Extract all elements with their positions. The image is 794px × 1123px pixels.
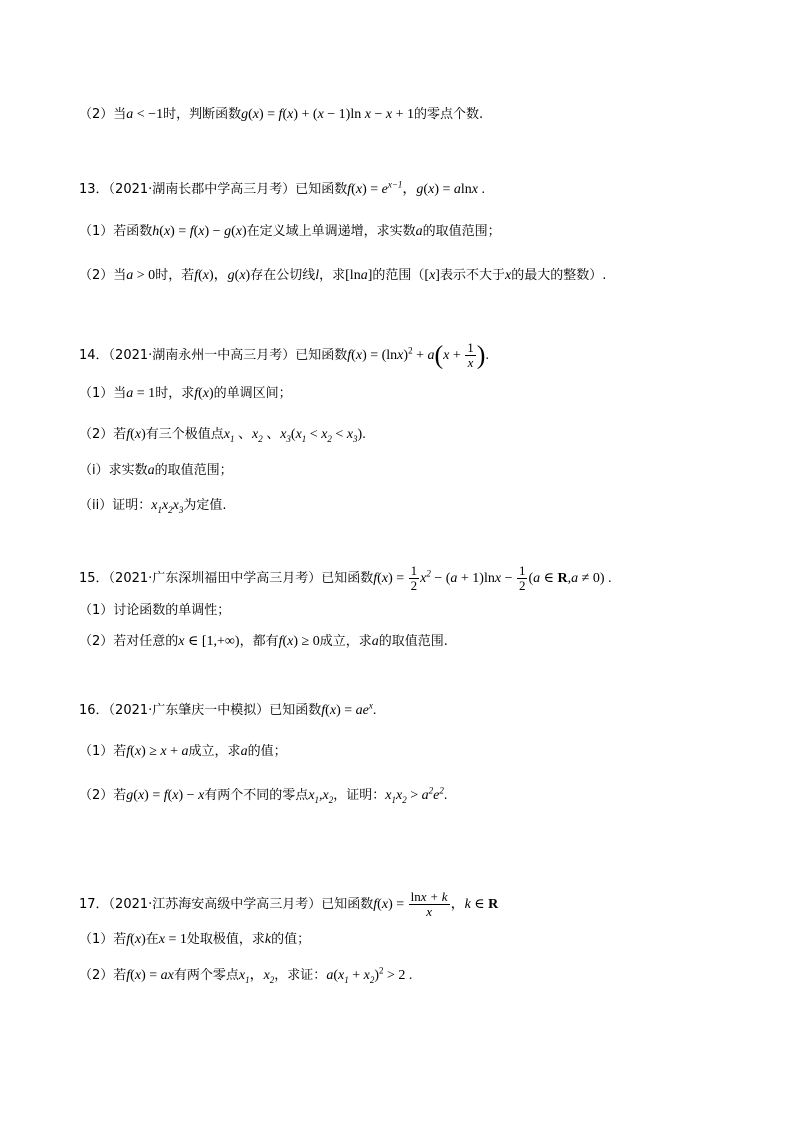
p14-part2: （2）若f(x)有三个极值点$x_1$ 、$x_2$ 、$x_3(x_1 < x_2 < x_3)$. <box>79 427 366 444</box>
p14-sub-ii: （ii）证明：$x_1x_2x_3$为定值. <box>79 498 227 515</box>
p14-stem: 14．（2021·湖南永州一中高三月考）已知函数$f(x) = (\ln x)^2 + a(x$ + $\frac{1}{x}$ ). <box>79 340 489 370</box>
p17-stem: 17．（2021·江苏海安高级中学高三月考）已知函数f(x) = $\frac{\ln x + k}{x}$ ，k ∈ R <box>79 889 499 919</box>
p15-part2: （2）若对任意的x ∈ [1,+∞)，都有f(x) ≥ 0成立，求a的取值范围. <box>79 634 448 649</box>
p16-stem: 16．（2021·广东肇庆一中模拟）已知函数$f(x) = ae^x$. <box>79 700 377 718</box>
p17-part2: （2）若f(x) = ax有两个零点$x_1$，$x_2$，求证：$a(x_1 + x_2)^2 > 2$ . <box>79 965 413 985</box>
p14-sub-i: （i）求实数a的取值范围； <box>79 463 233 478</box>
p12-part2: （2）当a < −1时，判断函数g(x) = f(x) + (x − 1)ln x − x + 1的零点个数. <box>79 107 484 122</box>
p13-stem: 13．（2021·湖南长郡中学高三月考）已知函数$f(x) = e^{x-1}$，g(x) = alnx . <box>79 179 485 197</box>
p15-stem: 15．（2021·广东深圳福田中学高三月考）已知函数f(x) = $\frac{1}{2}$ $x^2 - (a + 1)\ln x$ − $\frac{1}{2}$ (a ∈ R,a ≠ 0) . <box>79 563 612 593</box>
p13-part2: （2）当a > 0时，若f(x)，g(x)存在公切线l，求[lna]的范围（[x]表示不大于x的最大的整数）. <box>79 268 607 283</box>
p16-part1: （1）若f(x) ≥ x + a成立，求a的值； <box>79 744 287 759</box>
p16-part2: （2）若g(x) = f(x) − x有两个不同的零点$x_1,x_2$，证明：$x_1x_2 > a^2e^2$. <box>79 785 448 805</box>
p15-part1: （1）讨论函数的单调性； <box>79 603 231 618</box>
p14-part1: （1）当a = 1时，求f(x)的单调区间； <box>79 386 292 401</box>
p13-part1: （1）若函数h(x) = f(x) − g(x)在定义域上单调递增，求实数a的取值范围； <box>79 224 501 239</box>
p17-part1: （1）若f(x)在x = 1处取极值，求k的值； <box>79 932 311 947</box>
